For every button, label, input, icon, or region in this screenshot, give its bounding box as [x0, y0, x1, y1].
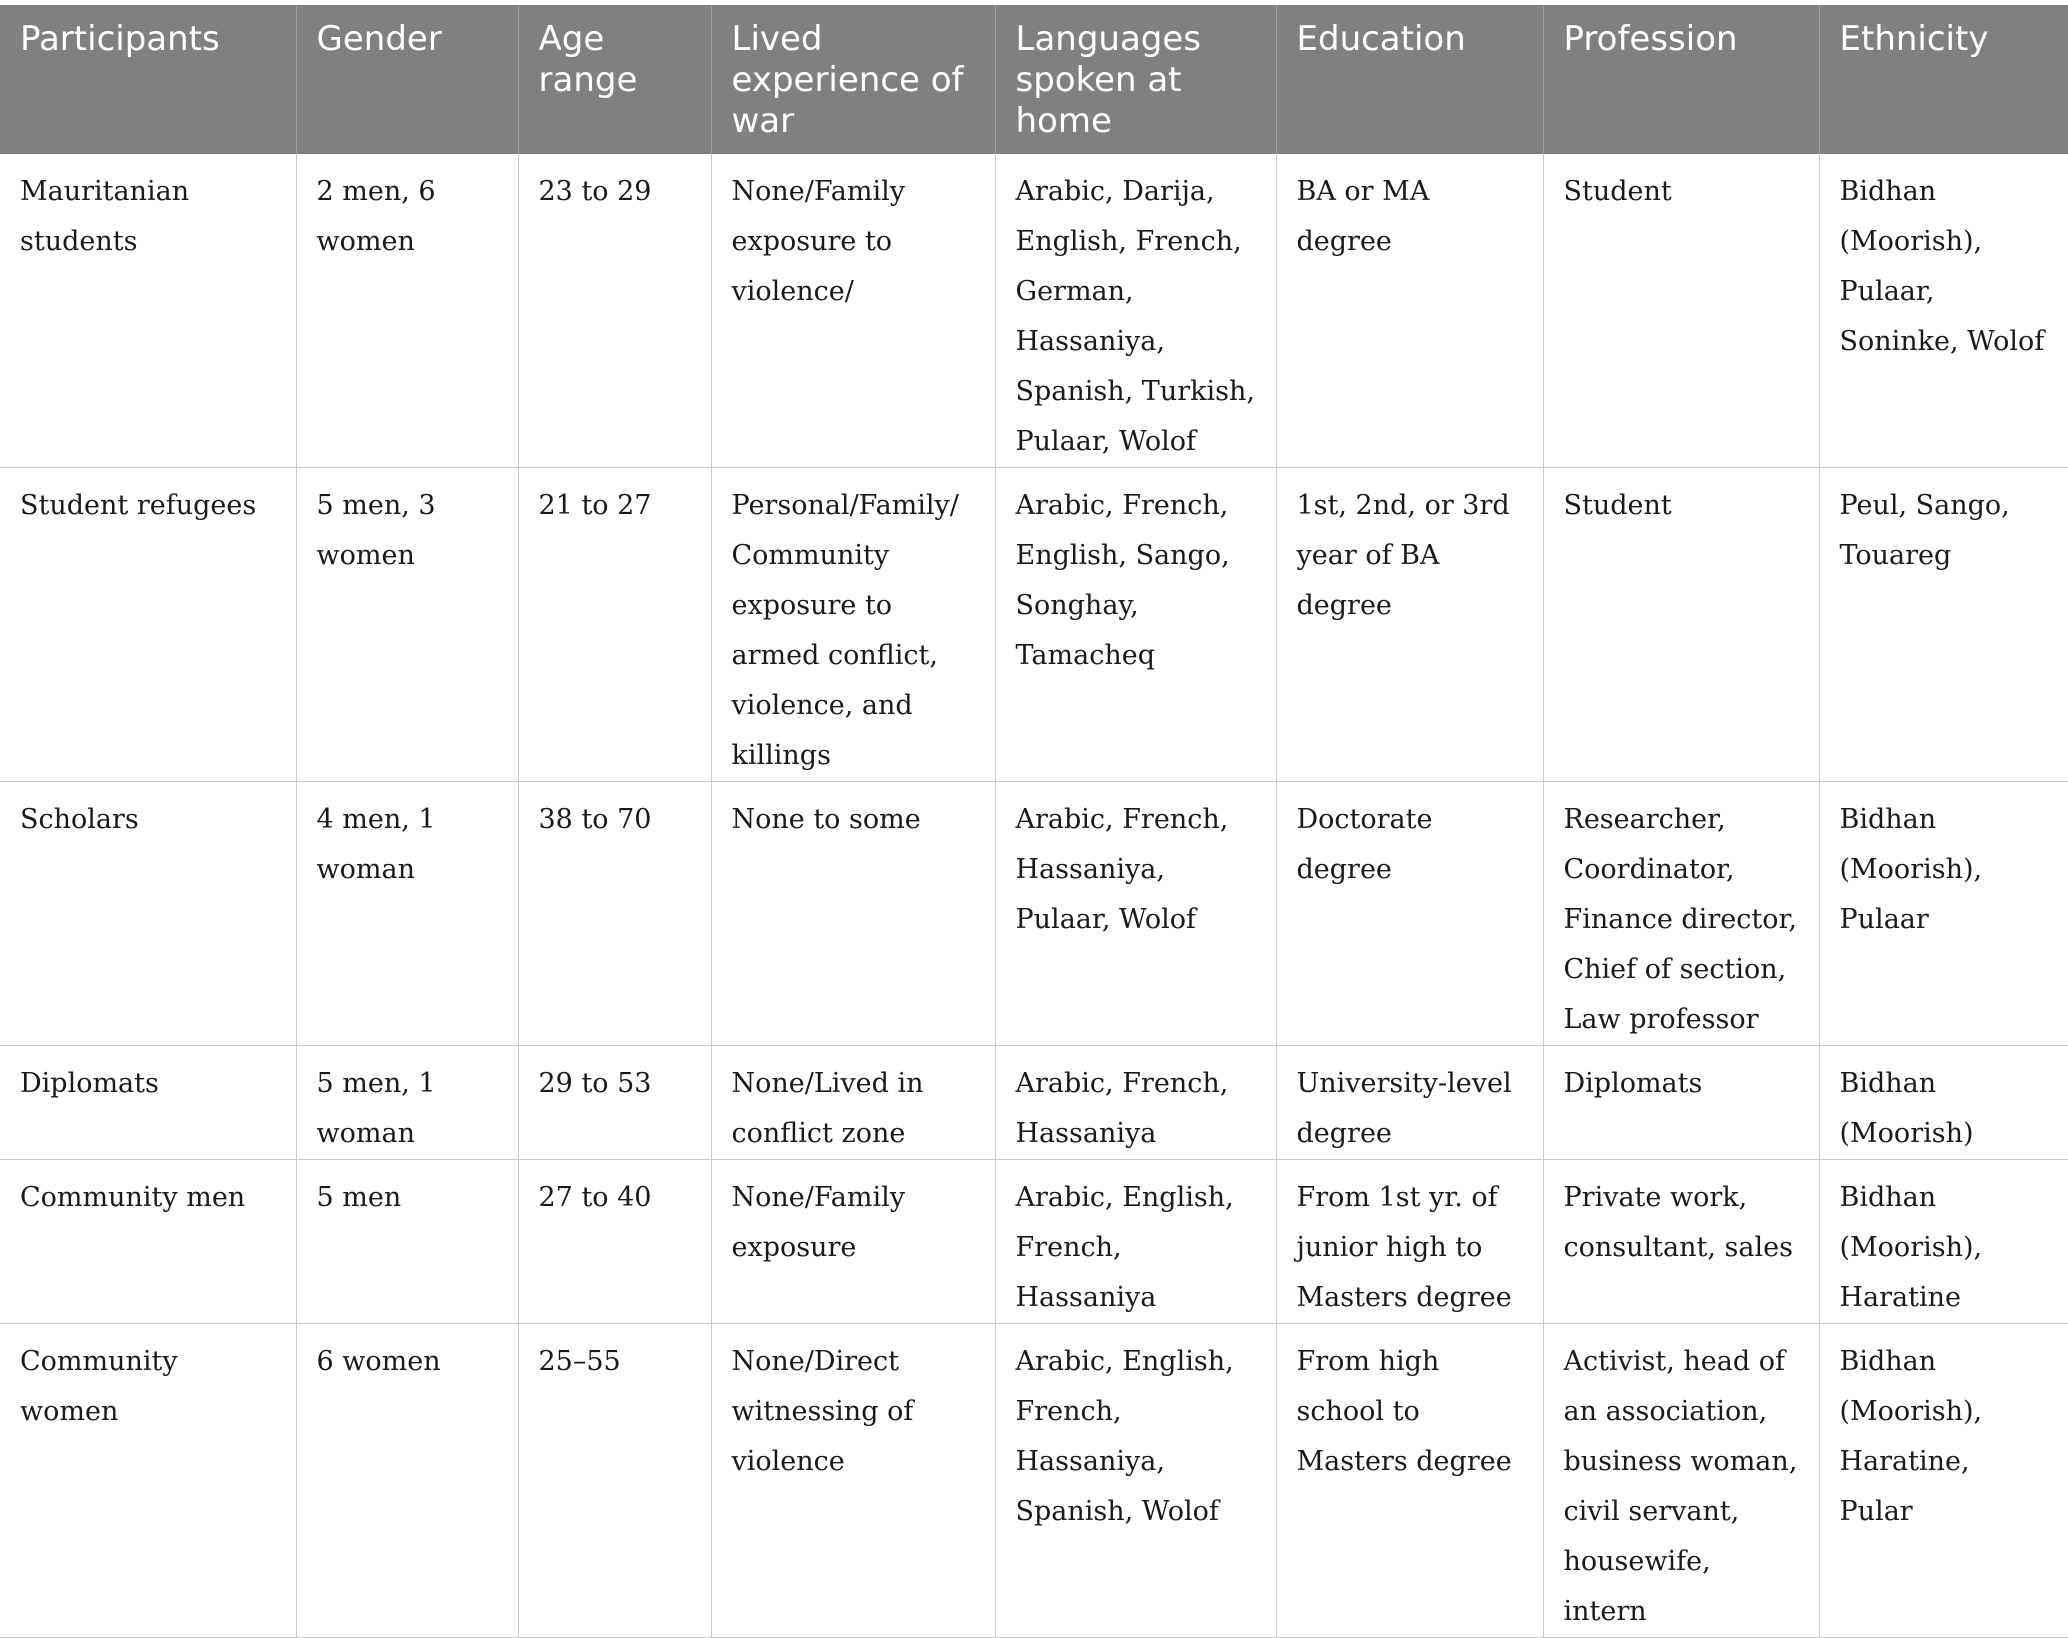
cell-age-range: 38 to 70	[518, 782, 711, 1046]
cell-lived-experience: None to some	[711, 782, 995, 1046]
table-row	[0, 782, 2068, 1046]
cell-gender: 5 men, 3 women	[296, 468, 518, 782]
header-age-range: Age range	[518, 5, 711, 154]
header-participants: Participants	[0, 5, 296, 154]
cell-gender: 4 men, 1 woman	[296, 782, 518, 1046]
cell-ethnicity: Bidhan (Moorish), Pulaar	[1819, 782, 2068, 1046]
cell-profession: Activist, head of an association, business woman, civil servant, housewife, intern	[1543, 1324, 1819, 1638]
cell-ethnicity: Bidhan (Moorish)	[1819, 1046, 2068, 1160]
cell-participants: Community men	[0, 1160, 296, 1324]
cell-participants: Community women	[0, 1324, 296, 1638]
table-row	[0, 154, 2068, 468]
cell-lived-experience: None/Family exposure	[711, 1160, 995, 1324]
cell-languages: Arabic, French, Hassaniya	[995, 1046, 1276, 1160]
cell-gender: 5 men, 1 woman	[296, 1046, 518, 1160]
cell-lived-experience: Personal/Family/ Community exposure to armed conflict, violence, and killings	[711, 468, 995, 782]
cell-lived-experience: None/Family exposure to violence/	[711, 154, 995, 468]
cell-education: University-level degree	[1276, 1046, 1543, 1160]
cell-ethnicity: Bidhan (Moorish), Haratine	[1819, 1160, 2068, 1324]
cell-age-range: 27 to 40	[518, 1160, 711, 1324]
cell-participants: Diplomats	[0, 1046, 296, 1160]
cell-ethnicity: Bidhan (Moorish), Pulaar, Soninke, Wolof	[1819, 154, 2068, 468]
cell-education: From 1st yr. of junior high to Masters degree	[1276, 1160, 1543, 1324]
cell-gender: 5 men	[296, 1160, 518, 1324]
cell-ethnicity: Peul, Sango, Touareg	[1819, 468, 2068, 782]
cell-age-range: 23 to 29	[518, 154, 711, 468]
table-row	[0, 468, 2068, 782]
table-header	[0, 5, 2068, 154]
cell-participants: Mauritanian students	[0, 154, 296, 468]
header-languages: Languages spoken at home	[995, 5, 1276, 154]
cell-age-range: 21 to 27	[518, 468, 711, 782]
cell-gender: 6 women	[296, 1324, 518, 1638]
cell-languages: Arabic, French, Hassaniya, Pulaar, Wolof	[995, 782, 1276, 1046]
header-education: Education	[1276, 5, 1543, 154]
header-ethnicity: Ethnicity	[1819, 5, 2068, 154]
header-gender: Gender	[296, 5, 518, 154]
cell-profession: Student	[1543, 468, 1819, 782]
cell-education: From high school to Masters degree	[1276, 1324, 1543, 1638]
participants-table	[0, 5, 2068, 1638]
cell-languages: Arabic, English, French, Hassaniya, Spanish, Wolof	[995, 1324, 1276, 1638]
cell-education: 1st, 2nd, or 3rd year of BA degree	[1276, 468, 1543, 782]
cell-age-range: 25–55	[518, 1324, 711, 1638]
cell-participants: Student refugees	[0, 468, 296, 782]
cell-profession: Diplomats	[1543, 1046, 1819, 1160]
cell-age-range: 29 to 53	[518, 1046, 711, 1160]
cell-profession: Student	[1543, 154, 1819, 468]
header-lived-experience: Lived experience of war	[711, 5, 995, 154]
cell-profession: Private work, consultant, sales	[1543, 1160, 1819, 1324]
table-body	[0, 154, 2068, 1638]
cell-education: Doctorate degree	[1276, 782, 1543, 1046]
cell-lived-experience: None/Lived in conflict zone	[711, 1046, 995, 1160]
cell-participants: Scholars	[0, 782, 296, 1046]
table-row	[0, 1160, 2068, 1324]
cell-ethnicity: Bidhan (Moorish), Haratine, Pular	[1819, 1324, 2068, 1638]
cell-languages: Arabic, English, French, Hassaniya	[995, 1160, 1276, 1324]
header-row	[0, 5, 2068, 154]
cell-languages: Arabic, Darija, English, French, German, Hassaniya, Spanish, Turkish, Pulaar, Wolof	[995, 154, 1276, 468]
cell-gender: 2 men, 6 women	[296, 154, 518, 468]
participants-table-container	[0, 5, 2068, 1638]
cell-lived-experience: None/Direct witnessing of violence	[711, 1324, 995, 1638]
cell-languages: Arabic, French, English, Sango, Songhay, Tamacheq	[995, 468, 1276, 782]
table-row	[0, 1324, 2068, 1638]
table-row	[0, 1046, 2068, 1160]
cell-profession: Researcher, Coordinator, Finance director, Chief of section, Law professor	[1543, 782, 1819, 1046]
cell-education: BA or MA degree	[1276, 154, 1543, 468]
header-profession: Profession	[1543, 5, 1819, 154]
